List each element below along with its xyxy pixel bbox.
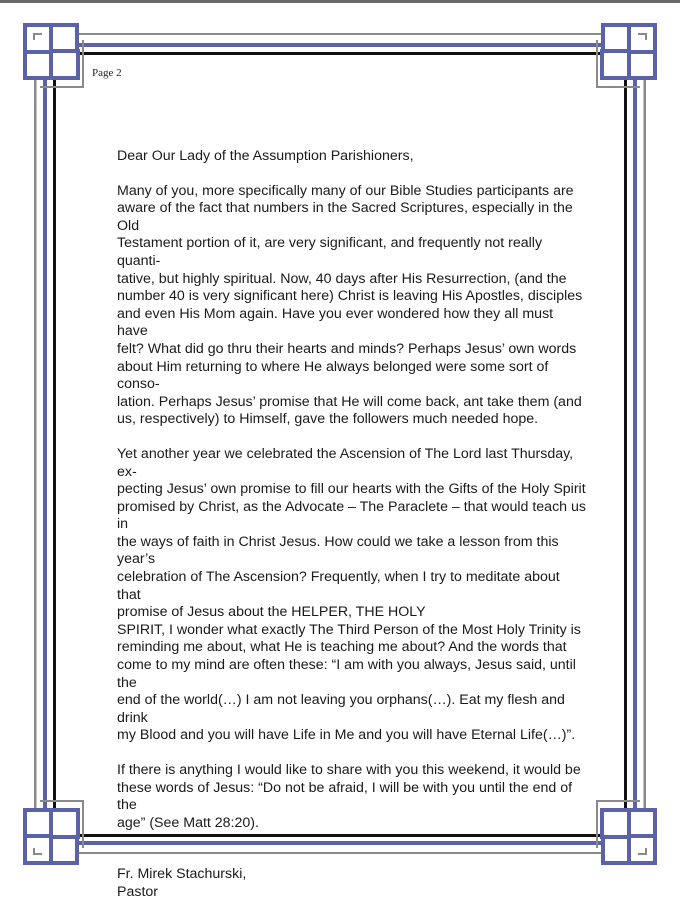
- salutation: Dear Our Lady of the Assumption Parishioners,: [117, 148, 414, 164]
- paragraph-line: age” (See Matt 28:20).: [117, 814, 259, 831]
- page-number-label: Page 2: [92, 67, 122, 79]
- paragraph-line: pecting Jesus’ own promise to fill our hearts with the Gifts of the Holy Spirit: [117, 481, 586, 498]
- paragraph-line: and even His Mom again. Have you ever wondered how they all must have: [117, 305, 554, 340]
- paragraph-line: aware of the fact that numbers in the Sacred Scriptures, especially in the Old: [117, 200, 573, 234]
- paragraph-line: Many of you, more specifically many of our Bible Studies participants are: [117, 182, 574, 199]
- paragraph-line: felt? What did go thru their hearts and minds? Perhaps Jesus’ own words: [117, 340, 577, 357]
- paragraph-line: us, respectively) to Himself, gave the followers much needed hope.: [117, 411, 539, 428]
- paragraph-line: Testament portion of it, are very significant, and frequently not really quanti-: [117, 235, 543, 269]
- paragraph-line: reminding me about, what He is teaching me about? And the words that: [117, 639, 567, 656]
- corner-ornament-bottom-left: [22, 800, 84, 866]
- paragraph-ascension: [117, 446, 587, 745]
- paragraph-line: celebration of The Ascension? Frequently, when I try to meditate about that: [117, 569, 560, 603]
- paragraph-line: Yet another year we celebrated the Ascension of The Lord last Thursday, ex-: [117, 445, 574, 480]
- border-left-lines: [34, 40, 56, 848]
- paragraph-line: tative, but highly spiritual. Now, 40 days after His Resurrection, (and the: [117, 270, 567, 287]
- border-right-lines: [624, 40, 646, 848]
- signature-title: Pastor: [117, 883, 159, 900]
- signature-name: Fr. Mirek Stachurski,: [117, 866, 247, 883]
- paragraph-line: end of the world(…) I am not leaving you orphans(…). Eat my flesh and drink: [117, 692, 565, 726]
- paragraph-line: my Blood and you will have Life in Me and you will have Eternal Life(…)”.: [117, 727, 576, 744]
- border-top-lines: [40, 33, 640, 55]
- corner-ornament-bottom-right: [596, 800, 658, 866]
- paragraph-line: lation. Perhaps Jesus’ promise that He will come back, ant take them (and: [117, 393, 582, 410]
- paragraph-line: promise of Jesus about the HELPER, THE HOLY: [117, 604, 426, 621]
- paragraph-line: promised by Christ, as the Advocate – The Paraclete – that would teach us in: [117, 498, 586, 533]
- paragraph-numbers-significance: [117, 183, 587, 429]
- letter-body: [117, 148, 587, 902]
- corner-ornament-top-left: [22, 22, 84, 88]
- paragraph-line: number 40 is very significant here) Christ is leaving His Apostles, disciples: [117, 288, 583, 305]
- signature-block: [117, 866, 587, 901]
- paragraph-line: the ways of faith in Christ Jesus. How could we take a lesson from this year’s: [117, 533, 559, 568]
- paragraph-line: about Him returning to where He always belonged were some sort of conso-: [117, 358, 549, 393]
- paragraph-line: If there is anything I would like to share with you this weekend, it would be: [117, 762, 581, 778]
- corner-ornament-top-right: [596, 22, 658, 88]
- paragraph-closing-thought: [117, 762, 587, 832]
- paragraph-line: come to my mind are often these: “I am with you always, Jesus said, until the: [117, 657, 576, 691]
- paragraph-line: these words of Jesus: “Do not be afraid, I will be with you until the end of the: [117, 779, 573, 814]
- paragraph-line: SPIRIT, I wonder what exactly The Third Person of the Most Holy Trinity is: [117, 621, 581, 638]
